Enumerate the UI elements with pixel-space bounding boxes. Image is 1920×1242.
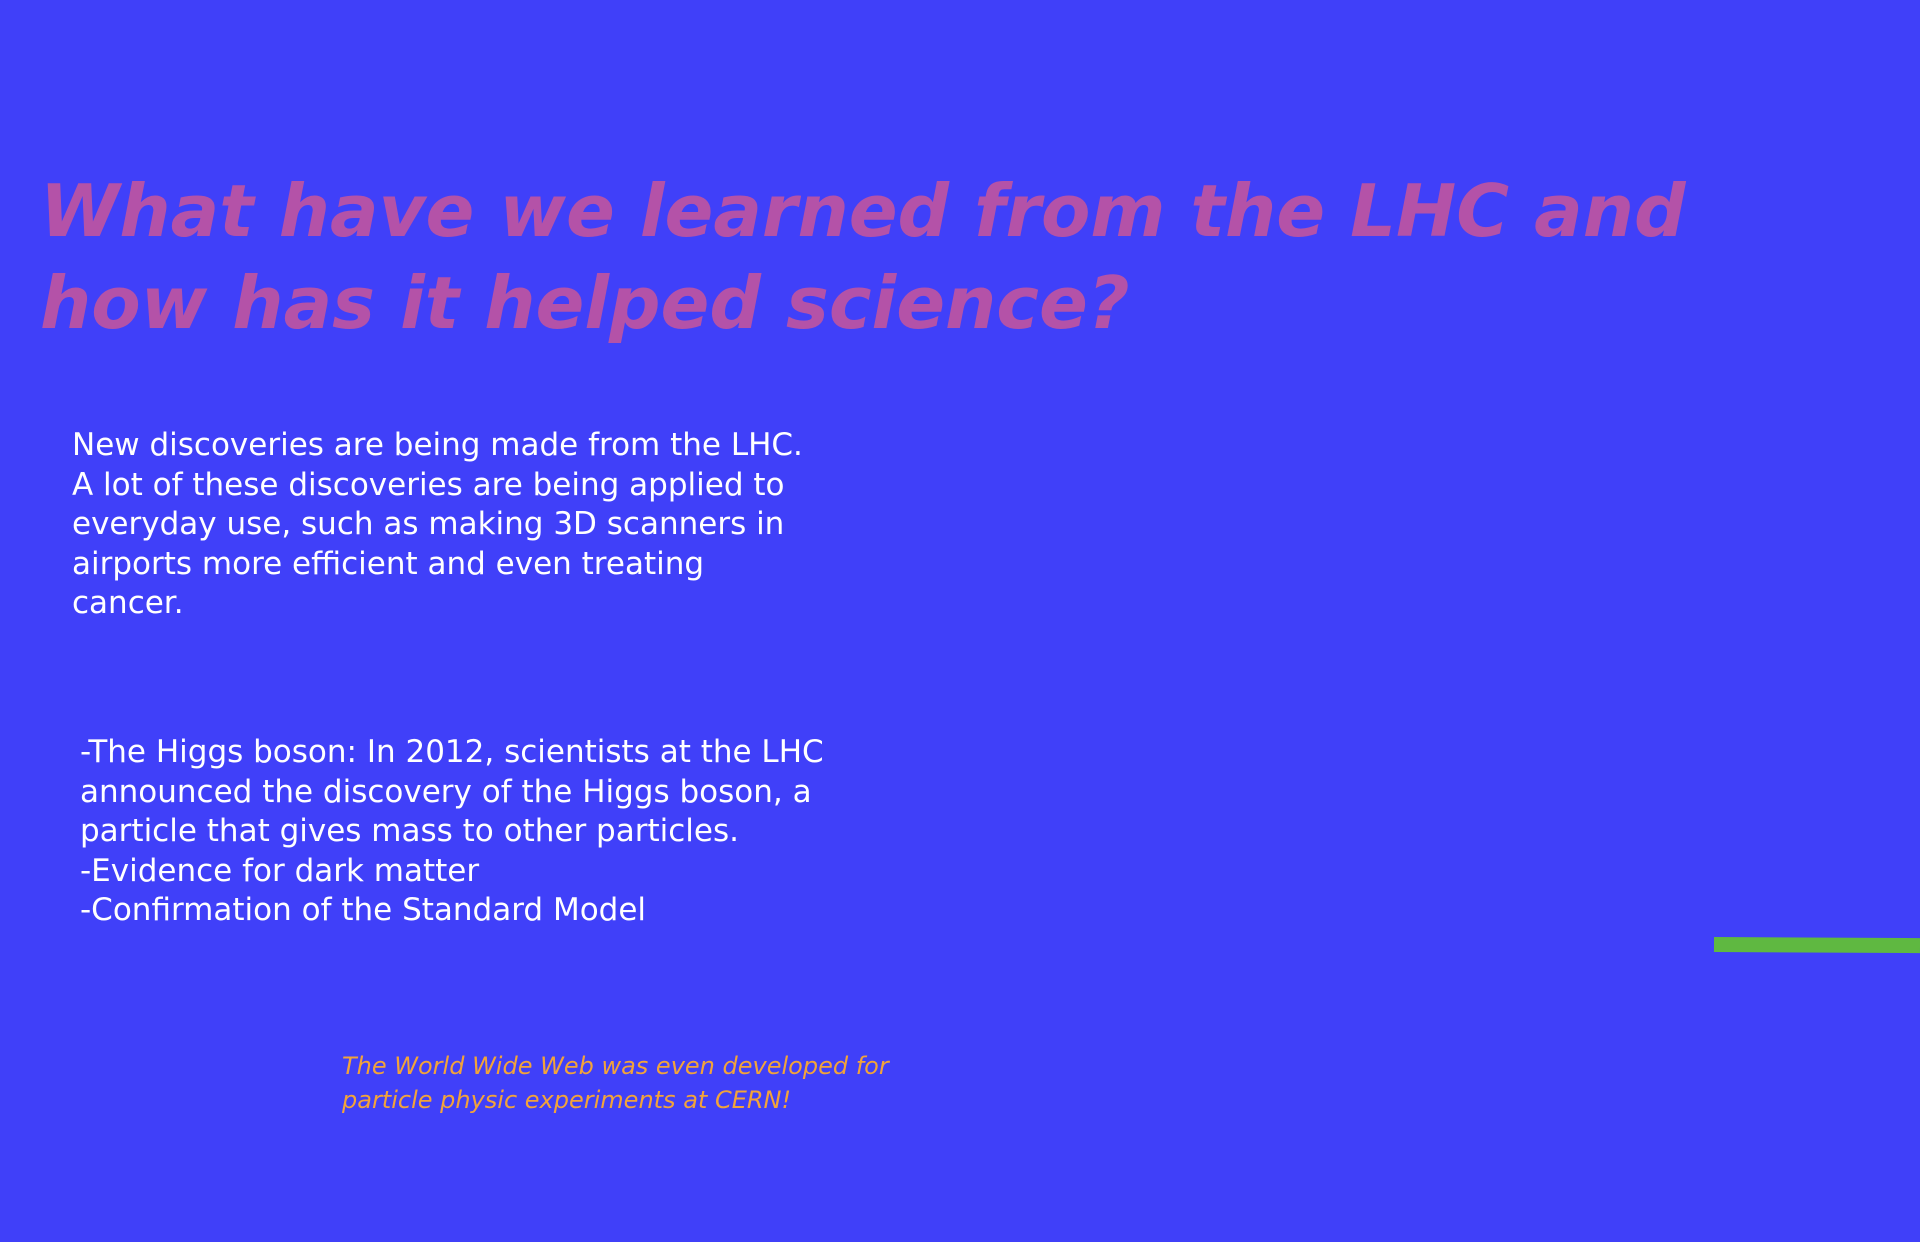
intro-line: New discoveries are being made from the LHC. (72, 427, 803, 463)
fun-fact-note (342, 1049, 889, 1117)
finding-dark-matter (80, 852, 824, 892)
finding-line: -Confirmation of the Standard Model (80, 892, 647, 928)
title-line-2: how has it helped science? (40, 261, 1130, 345)
finding-line: -Evidence for dark matter (80, 852, 480, 889)
intro-paragraph (72, 426, 803, 624)
finding-line: announced the discovery of the Higgs boson, a (80, 773, 812, 810)
intro-line: cancer. (72, 585, 184, 621)
title-line-1: What have we learned from the LHC and (40, 169, 1686, 253)
intro-line: A lot of these discoveries are being applied to (72, 466, 785, 503)
findings-list (80, 733, 824, 931)
finding-line: -The Higgs boson: In 2012, scientists at the LHC (80, 734, 824, 770)
finding-standard-model (80, 891, 824, 931)
green-accent-line (1714, 937, 1920, 953)
intro-line: airports more efficient and even treating (72, 545, 705, 582)
note-line: particle physic experiments at CERN! (342, 1086, 792, 1114)
finding-line: particle that gives mass to other particles. (80, 813, 739, 849)
page-title (40, 165, 1686, 349)
note-line: The World Wide Web was even developed for (342, 1052, 889, 1080)
finding-higgs-boson (80, 733, 824, 852)
intro-line: everyday use, such as making 3D scanners in (72, 506, 785, 542)
